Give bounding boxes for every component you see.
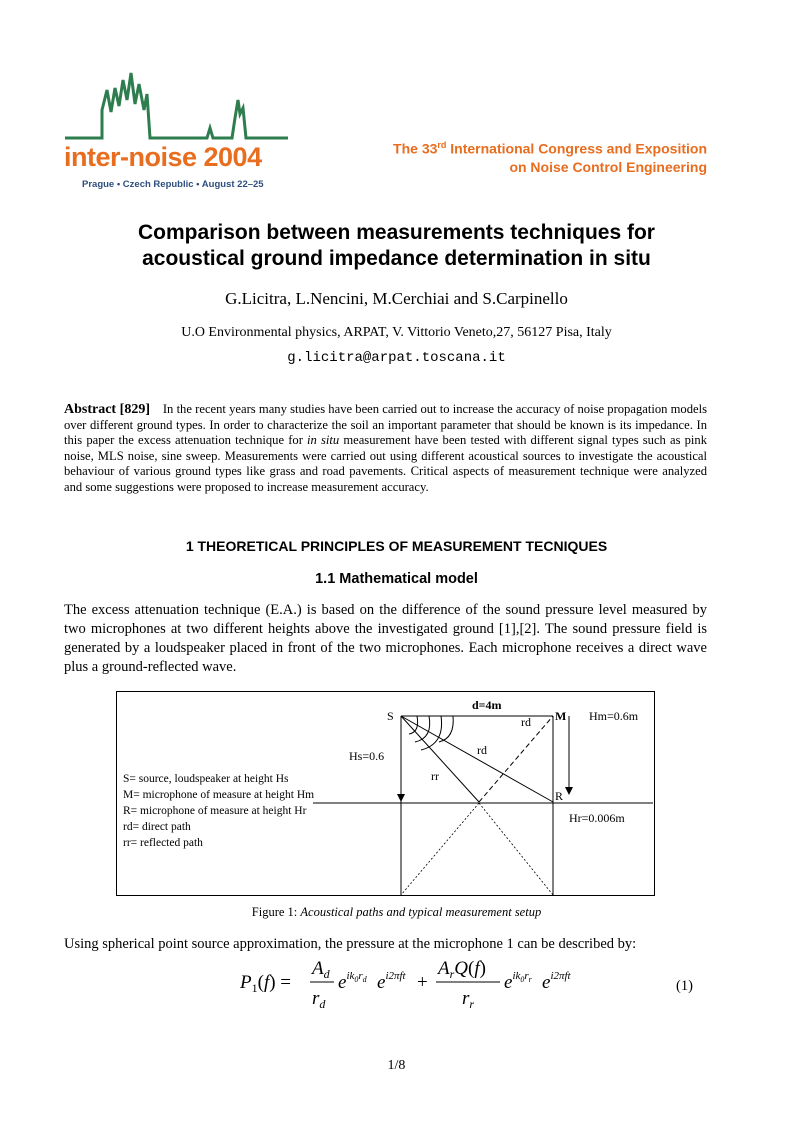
legend-item: M= microphone of measure at height Hm (123, 789, 315, 801)
label-hr: Hr=0.006m (569, 811, 625, 825)
image-path-1 (401, 803, 479, 895)
svg-text:P1(f) =: $P_1(f)$ = (240, 972, 292, 995)
label-distance: d=4m (472, 698, 502, 712)
label-rd-top: rd (521, 715, 531, 729)
svg-text:ei2πft: $e^{i2\pi ft}$ (377, 970, 406, 993)
svg-text:rr: $r_r$ (462, 988, 475, 1011)
paper-title-line2: acoustical ground impedance determination in situ (142, 247, 651, 270)
conference-title-line1 (393, 140, 707, 157)
abstract-text-2: measurement have been tested with different signal types such as pink noise, MLS noise, sine sweep. Measurements were carried out using different acoustical sources to investigate the acoustical behaviour of various ground types like grass and road pavements. Critical aspects of measurement technique were analyzed and some suggestions were proposed to increase measurement accuracy. (64, 433, 708, 494)
legend-item: rr= reflected path (123, 837, 203, 849)
abstract-italic: in situ (307, 433, 340, 448)
abstract-label: Abstract [829] (64, 402, 150, 417)
conference-title-prefix: The 33 (393, 140, 438, 157)
conference-ordinal-suffix: rd (437, 140, 447, 150)
label-rr: rr (431, 769, 439, 783)
svg-text:eik0rd: $e^{ik}0rd$ (338, 970, 367, 993)
authors: G.Licitra, L.Nencini, M.Cerchiai and S.Carpinello (225, 289, 568, 308)
svg-text:+: + (417, 972, 428, 993)
svg-text:Ad: $A_d$ (312, 958, 330, 981)
logo-wordmark: inter-noise 2004 (64, 142, 262, 172)
page-number: 1/8 (387, 1058, 406, 1073)
label-r: R (555, 789, 564, 803)
reflected-path-dashed (479, 716, 553, 802)
abstract (64, 402, 707, 496)
logo-tagline: Prague • Czech Republic • August 22–25 (82, 179, 264, 190)
logo-skyline-line (65, 73, 288, 138)
figure-caption-text: Acoustical paths and typical measurement setup (300, 905, 542, 919)
conference-title-suffix: International Congress and Exposition (446, 140, 707, 157)
reflected-path-incident (401, 716, 479, 802)
equation-intro: Using spherical point source approximation, the pressure at the microphone 1 can be described by: (64, 936, 637, 952)
abstract-text-1: In the recent years many studies have been carried out to increase the accuracy of noise propagation models over different ground types. In order to characterize the soil an important parameter that should be known is its impedance. In this paper the excess attenuation technique for (64, 402, 708, 448)
paper-title-line1: Comparison between measurements techniques for (138, 221, 655, 244)
section-heading: 1 THEORETICAL PRINCIPLES OF MEASUREMENT TECNIQUES (185, 538, 608, 554)
equation-number: (1) (676, 978, 693, 994)
image-path-2 (479, 803, 553, 895)
svg-text:ei2πft: $e^{i2\pi ft}$ (542, 970, 571, 993)
conference-title-line2: on Noise Control Engineering (509, 159, 707, 175)
figure-frame (116, 691, 655, 896)
figure-caption (60, 905, 733, 920)
legend-item: S= source, loudspeaker at height Hs (123, 773, 289, 785)
label-hs: Hs=0.6 (349, 749, 385, 763)
figure-caption-prefix: Figure 1: (251, 905, 301, 919)
label-m: M (555, 709, 567, 723)
label-rd: rd (477, 743, 487, 757)
legend-item: rd= direct path (123, 821, 191, 833)
equation-1 (240, 955, 580, 1015)
svg-text:eik0rr: $e^{ik}0rr$ (504, 970, 532, 993)
affiliation: U.O Environmental physics, ARPAT, V. Vittorio Veneto,27, 56127 Pisa, Italy (181, 325, 612, 340)
figure-legend (123, 773, 314, 849)
measurement-setup-diagram (117, 692, 654, 895)
legend-item: R= microphone of measure at height Hr (123, 805, 307, 817)
conference-logo (60, 70, 300, 194)
author-email: g.licitra@arpat.toscana.it (287, 350, 506, 366)
paper-title (60, 220, 733, 272)
svg-text:rd: $r_d$ (312, 988, 326, 1011)
label-s: S (387, 709, 394, 723)
label-hm: Hm=0.6m (589, 709, 639, 723)
body-paragraph: The excess attenuation technique (E.A.) is based on the difference of the sound pressure level measured by two microphones at two different heights above the investigated ground [1],[2]. The sound pressure field is generated by a loudspeaker placed in front of the two microphones. Each microphone receives a direct wave plus a ground-reflected wave. (64, 602, 707, 675)
subsection-heading: 1.1 Mathematical model (315, 571, 478, 587)
svg-text:ArQ(f): $A_rQ(f)$ (438, 958, 486, 981)
